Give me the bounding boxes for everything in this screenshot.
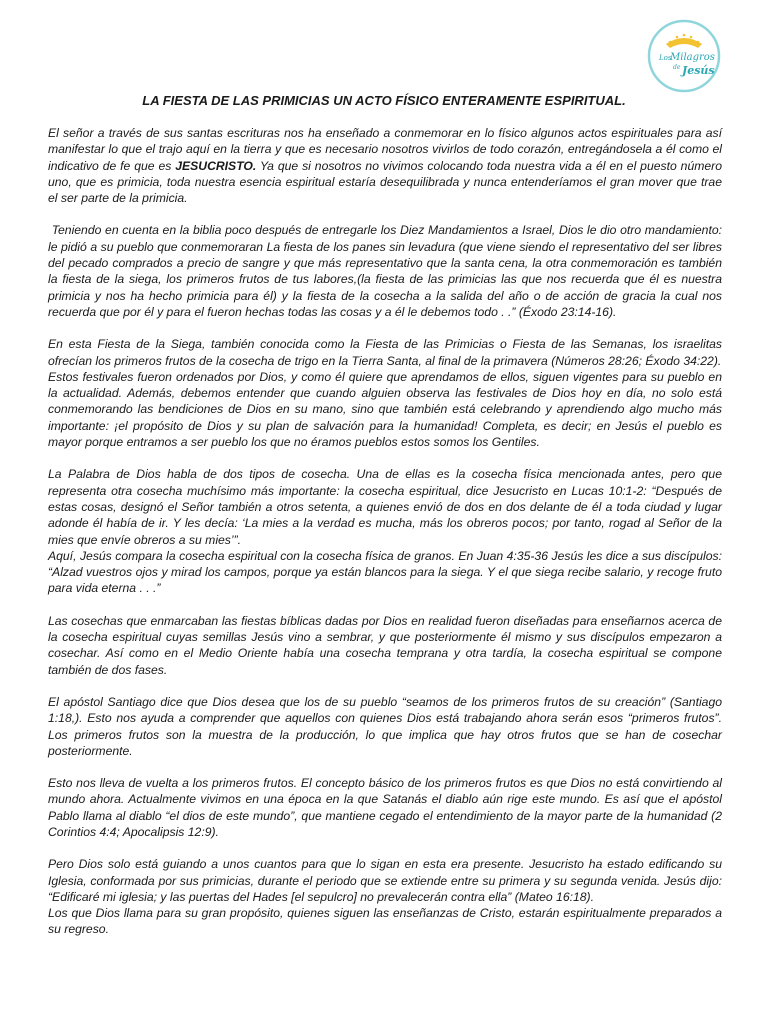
logo — [646, 18, 722, 94]
paragraph-conclusion: Los que Dios llama para su gran propósito, quienes siguen las enseñanzas de Cristo, estarán espiritualmente preparados a su regreso. — [48, 906, 722, 937]
paragraph-santiago: El apóstol Santiago dice que Dios desea que los de su pueblo “seamos de los primeros frutos de su creación” (Santiago 1:18,). Esto nos ayuda a comprender que aquellos con quienes Dios está trabajando ahora serán esos “primeros frutos”. Los primeros frutos son la muestra de la producción, lo que implica que hay otros frutos que se han de cosechar posteriormente. — [48, 694, 722, 758]
emphasis-jesucristo: JESUCRISTO. — [175, 158, 257, 173]
paragraph-fiesta-siega: En esta Fiesta de la Siega, también conocida como la Fiesta de las Primicias o Fiesta de las Semanas, los israelitas ofrecían los primeros frutos de la cosecha de trigo en la Tierra Santa, al final de la primavera (Números 28:26; Éxodo 34:22). — [48, 337, 722, 368]
svg-text:Jesús: Jesús — [682, 64, 715, 77]
svg-text:Los: Los — [659, 54, 672, 62]
document-title: LA FIESTA DE LAS PRIMICIAS UN ACTO FÍSICO ENTERAMENTE ESPIRITUAL. — [142, 93, 626, 108]
document-body — [48, 125, 722, 938]
logo-emblem-icon — [646, 18, 722, 94]
svg-text:de: de — [673, 64, 681, 71]
paragraph-dos-cosechas: La Palabra de Dios habla de dos tipos de cosecha. Una de ellas es la cosecha física mencionada antes, pero que representa otra cosecha muchísimo más importante: la cosecha espiritual, dice Jesucristo en Lucas 10:1-2: “Después de estas cosas, designó el Señor también a otros setenta, a quienes envió de dos en dos delante de él a toda ciudad y lugar adonde él había de ir. Y les decía: ‘La mies a la verdad es mucha, más los obreros pocos; por tanto, rogad al Señor de la mies que envíe obreros a su mies’”. — [48, 467, 722, 547]
paragraph-mandamiento: Teniendo en cuenta en la biblia poco después de entregarle los Diez Mandamientos a Israel, Dios le dio otro mandamiento: le pidió a su pueblo que conmemoraran La fiesta de los panes sin levadura (que viene siendo el representativo del ser libres del pecado comprados a precio de sangre y que más representativo que la santa cena, la otra conmemoración es también la fiesta de la siega, los primeros frutos de tus labores,(la fiesta de las primicias las que nos recuerda que él es nuestra primicia y nos ha hecho primicia para él) y la fiesta de la cosecha a la salida del año o de acción de gracia la cual nos recuerda que por él y para el fueron hechas todas las cosas y a él le debemos todo . .” (Éxodo 23:14-16). — [48, 223, 723, 319]
paragraph-iglesia: Pero Dios solo está guiando a unos cuantos para que lo sigan en esta era presente. Jesucristo ha estado edificando su Iglesia, conformada por sus primicias, durante el periodo que se extiende entre su primera y su segunda venida. Jesús dijo: “Edificaré mi iglesia; y las puertas del Hades [el sepulcro] no prevalecerán contra ella” (Mateo 16:18). — [48, 857, 722, 904]
paragraph-juan: Aquí, Jesús compara la cosecha espiritual con la cosecha física de granos. En Juan 4:35-36 Jesús les dice a sus discípulos: “Alzad vuestros ojos y mirad los campos, porque ya están blancos para la siega. Y el que siega recibe salario, y recoge fruto para vida eterna . . .” — [48, 548, 722, 596]
svg-text:Milagros: Milagros — [670, 52, 715, 63]
paragraph-festivales: Estos festivales fueron ordenados por Dios, y como él quiere que aprendamos de ellos, siguen vigentes para su pueblo en la actualidad. Además, debemos entender que cuando alguien observa las festivales de Dios hoy en día, no solo está conmemorando las bendiciones de Dios en su mano, sino que también está celebrando y aprendiendo algo mucho más importante: ¡el propósito de Dios y su plan de salvación para la humanidad! Completa, es decir; en Jesús el pueblo es mayor porque entramos a ser pueblo los que no éramos pueblos estos somos los Gentiles. — [48, 369, 722, 450]
paragraph-cosechas-biblicas: Las cosechas que enmarcaban las fiestas bíblicas dadas por Dios en realidad fueron diseñadas para enseñarnos acerca de la cosecha espiritual cuyas semillas Jesús vino a sembrar, y que posteriormente él mismo y sus discípulos empezaron a cosechar. Así como en el Medio Oriente había una cosecha temprana y otra tardía, la cosecha espiritual se compone también de dos fases. — [48, 613, 722, 677]
paragraph-intro: El señor a través de sus santas escrituras nos ha enseñado a conmemorar en lo físico algunos actos espirituales para así manifestar lo que el trajo aquí en la tierra y que es necesario nosotros vivirlos de todo corazón, entregándosela a él como el indicativo de fe que es JESUCRISTO. Ya que si nosotros no vivimos colocando toda nuestra vida a él en el puesto número uno, que es primicia, toda nuestra esencia espiritual estaría desequilibrada y nunca entenderíamos el gran mover que trae el ser parte de la primicia. — [48, 126, 722, 206]
paragraph-primeros-frutos: Esto nos lleva de vuelta a los primeros frutos. El concepto básico de los primeros frutos es que Dios no está convirtiendo al mundo ahora. Actualmente vivimos en una época en la que Satanás el diablo aún rige este mundo. Es así que el apóstol Pablo llama al diablo “el dios de este mundo”, que mantiene cegado el entendimiento de la mayor parte de la humanidad (2 Corintios 4:4; Apocalipsis 12:9). — [48, 776, 722, 839]
